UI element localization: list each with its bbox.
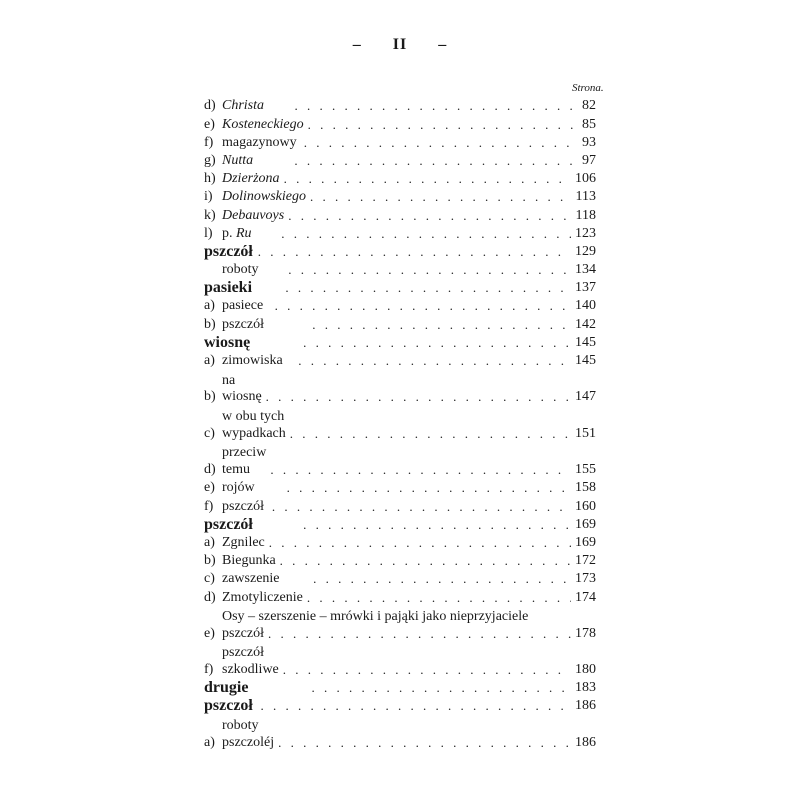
toc-entry-title: [222, 479, 283, 497]
page-column-label: Strona.: [572, 82, 604, 94]
leader-dots: [288, 262, 571, 279]
leader-dots: [285, 279, 571, 297]
leader-dots: [280, 553, 571, 570]
toc-entry: [204, 261, 596, 279]
toc-entry-title-text: Biegunka: [222, 553, 276, 569]
toc-entry-letter: f): [204, 134, 214, 150]
toc-entry-title: [222, 224, 277, 242]
toc-entry-letter: c): [204, 571, 215, 587]
toc-entry: [204, 206, 596, 224]
toc-entry-title: [222, 188, 306, 206]
toc-entry-letter: b): [204, 316, 216, 332]
toc-page-number: 186: [575, 735, 596, 751]
toc-entry-title-text: Zgnilec: [222, 534, 265, 550]
leader-dots: [294, 153, 578, 170]
toc-heading: [204, 243, 596, 261]
toc-entry-title: [204, 279, 281, 297]
toc-entry-title-text: drugie: [204, 679, 249, 697]
toc-entry-title-italic: Debauvoys: [222, 207, 285, 223]
toc-page-number: 97: [582, 152, 596, 168]
toc-entry-title-text: pszczół: [222, 498, 264, 514]
toc-entry-letter: e): [204, 116, 215, 132]
toc-page-number: 134: [575, 262, 596, 278]
toc-entry-letter: e): [204, 480, 215, 496]
toc-entry-letter: d): [204, 462, 216, 478]
leader-dots: [287, 480, 571, 497]
toc-entry-title-text: Zmotyliczenie: [222, 589, 303, 605]
toc-entry: [204, 97, 596, 115]
toc-entry: [204, 188, 596, 206]
toc-entry: [204, 534, 596, 552]
toc-entry: [204, 315, 596, 333]
toc-entry-letter: a): [204, 534, 215, 550]
toc-page-number: 123: [575, 225, 596, 241]
leader-dots: [307, 590, 571, 607]
leader-dots: [288, 208, 571, 225]
toc-heading: [204, 697, 596, 715]
toc-entry-letter: i): [204, 189, 213, 205]
toc-entry-title: [222, 261, 284, 279]
table-of-contents: [204, 97, 596, 752]
toc-page-number: 142: [575, 316, 596, 332]
toc-entry-title-italic: Christa: [222, 98, 265, 114]
toc-entry: [204, 297, 596, 315]
toc-entry-title-line2: w obu tych wypadkach: [222, 409, 286, 441]
toc-entry: [204, 552, 596, 570]
toc-entry: [204, 570, 596, 588]
toc-entry-letter: a): [204, 353, 215, 369]
toc-entry-title: [204, 333, 299, 351]
toc-entry-title: [222, 497, 268, 515]
toc-entry-title: [222, 590, 303, 607]
toc-page-number: 172: [575, 553, 596, 569]
toc-entry-letter: f): [204, 498, 214, 514]
toc-entry-letter: d): [204, 589, 216, 605]
leader-dots: [278, 735, 571, 752]
toc-entry-title-italic: Dolinowskiego: [222, 189, 306, 205]
toc-entry-letter: a): [204, 298, 215, 314]
leader-dots: [308, 117, 578, 134]
toc-entry-title: [204, 679, 307, 697]
toc-entry-title-line1: Osy – szerszenie – mrówki i pająki jako nieprzyjaciele: [222, 609, 529, 625]
toc-entry-title-italic: Nutta: [222, 152, 254, 168]
toc-page-number: 82: [582, 98, 596, 114]
leader-dots: [270, 462, 571, 479]
toc-entry-letter: l): [204, 225, 213, 241]
toc-entry-letter: c): [204, 425, 215, 441]
toc-entry-title-text: pszczoł: [204, 697, 253, 715]
toc-heading: [204, 515, 596, 533]
toc-entry-title: [222, 553, 276, 570]
leader-dots: [284, 171, 571, 188]
toc-page-number: 137: [575, 280, 596, 296]
toc-page-number: 106: [575, 171, 596, 187]
toc-entry-letter: f): [204, 662, 214, 678]
toc-entry: [204, 443, 596, 479]
leader-dots: [294, 98, 578, 115]
leader-dots: [311, 679, 571, 697]
toc-heading: [204, 679, 596, 697]
toc-entry-title-italic: Ru: [236, 225, 252, 241]
header-dash-right: –: [438, 36, 448, 53]
toc-entry: [204, 370, 596, 406]
toc-entry-letter: g): [204, 152, 216, 168]
toc-heading: [204, 333, 596, 351]
toc-page-number: 158: [575, 480, 596, 496]
toc-entry-letter: h): [204, 171, 216, 187]
toc-entry-letter: a): [204, 735, 215, 751]
toc-entry-title-text: pasiece: [222, 298, 264, 314]
page-number-roman: II: [392, 36, 408, 53]
toc-page-number: 140: [575, 298, 596, 314]
toc-page-number: 93: [582, 134, 596, 150]
toc-entry: [204, 133, 596, 151]
toc-entry-title-italic: Dzierżona: [222, 171, 280, 187]
toc-entry-title: [204, 243, 254, 261]
toc-entry-title: [204, 515, 299, 533]
toc-page-number: 178: [575, 625, 596, 641]
toc-page-number: 155: [575, 462, 596, 478]
toc-entry-title-line2: na wiosnę: [222, 372, 262, 405]
leader-dots: [268, 626, 571, 643]
toc-entry-title: [222, 535, 265, 552]
toc-entry: [204, 588, 596, 606]
leader-dots: [312, 317, 571, 334]
leader-dots: [261, 697, 571, 715]
toc-entry-title-italic: Kosteneckiego: [222, 116, 304, 132]
toc-entry-title: [222, 115, 304, 133]
toc-entry: [204, 497, 596, 515]
toc-entry-title-text: wiosnę: [204, 333, 251, 351]
toc-entry-title-line2: przeciw temu: [222, 445, 267, 478]
toc-page-number: 169: [575, 534, 596, 550]
toc-entry-title: [222, 97, 290, 115]
toc-entry-title-text: pszczół: [222, 316, 264, 332]
toc-entry-title-line2: pszczół szkodliwe: [222, 645, 279, 678]
toc-page-number: 145: [575, 334, 596, 350]
toc-page-number: 129: [575, 243, 596, 259]
toc-entry: [204, 479, 596, 497]
toc-entry-title-text: rojów: [222, 480, 255, 496]
toc-page-number: 113: [575, 189, 596, 205]
toc-entry: [204, 406, 596, 442]
toc-page-number: 180: [575, 662, 596, 678]
toc-entry-title-text: zimowiska: [222, 353, 283, 369]
toc-entry-title-text: roboty: [222, 262, 259, 278]
toc-entry-title: [204, 697, 257, 715]
leader-dots: [304, 135, 578, 152]
toc-entry-letter: k): [204, 207, 216, 223]
leader-dots: [281, 226, 571, 243]
toc-entry-title-text: magazynowy: [222, 134, 297, 150]
toc-entry: [204, 152, 596, 170]
leader-dots: [310, 189, 572, 206]
toc-entry-title: [222, 152, 290, 170]
toc-page-number: 169: [575, 516, 596, 532]
header-dash-left: –: [352, 36, 362, 53]
toc-entry-title: [222, 315, 308, 333]
toc-page-number: 160: [575, 498, 596, 514]
toc-page-number: 183: [575, 680, 596, 696]
toc-page-number: 173: [575, 571, 596, 587]
toc-entry-letter: b): [204, 553, 216, 569]
toc-entry-title-text: p.: [222, 225, 233, 241]
toc-page-number: 174: [575, 589, 596, 605]
toc-entry-title-text: pszczół: [204, 242, 253, 260]
leader-dots: [290, 426, 571, 443]
leader-dots: [313, 571, 571, 588]
leader-dots: [283, 662, 571, 679]
toc-entry-title: [222, 133, 300, 151]
toc-entry-title: [222, 570, 309, 588]
toc-entry-letter: b): [204, 389, 216, 405]
toc-entry-title: [222, 206, 284, 224]
toc-page-number: 118: [575, 207, 596, 223]
leader-dots: [303, 333, 571, 351]
toc-entry-title: [222, 170, 280, 188]
toc-entry: [204, 715, 596, 751]
toc-entry-letter: d): [204, 98, 216, 114]
toc-entry-title-line2: pszczół: [222, 625, 264, 641]
toc-entry: [204, 643, 596, 679]
toc-entry: [204, 352, 596, 370]
leader-dots: [258, 243, 571, 261]
toc-entry-title: [222, 352, 294, 370]
leader-dots: [266, 389, 571, 406]
toc-entry-title-text: zawszenie: [222, 571, 280, 587]
toc-entry: [204, 606, 596, 642]
toc-page-number: 85: [582, 116, 596, 132]
toc-entry-title-line2: roboty pszczoléj: [222, 718, 275, 751]
toc-page-number: 147: [575, 389, 596, 405]
toc-entry-title: [222, 297, 271, 315]
toc-entry-letter: e): [204, 625, 215, 641]
leader-dots: [303, 515, 571, 533]
toc-page-number: 145: [575, 353, 596, 369]
page-header: [0, 36, 800, 54]
leader-dots: [275, 298, 571, 315]
toc-entry: [204, 115, 596, 133]
leader-dots: [298, 353, 571, 370]
leader-dots: [269, 535, 571, 552]
toc-entry-title-text: pszczół: [204, 515, 253, 533]
leader-dots: [272, 499, 571, 516]
toc-entry: [204, 170, 596, 188]
toc-entry-title-text: pasieki: [204, 279, 253, 297]
toc-entry: [204, 224, 596, 242]
toc-heading: [204, 279, 596, 297]
toc-page-number: 186: [575, 698, 596, 714]
toc-page-number: 151: [575, 425, 596, 441]
